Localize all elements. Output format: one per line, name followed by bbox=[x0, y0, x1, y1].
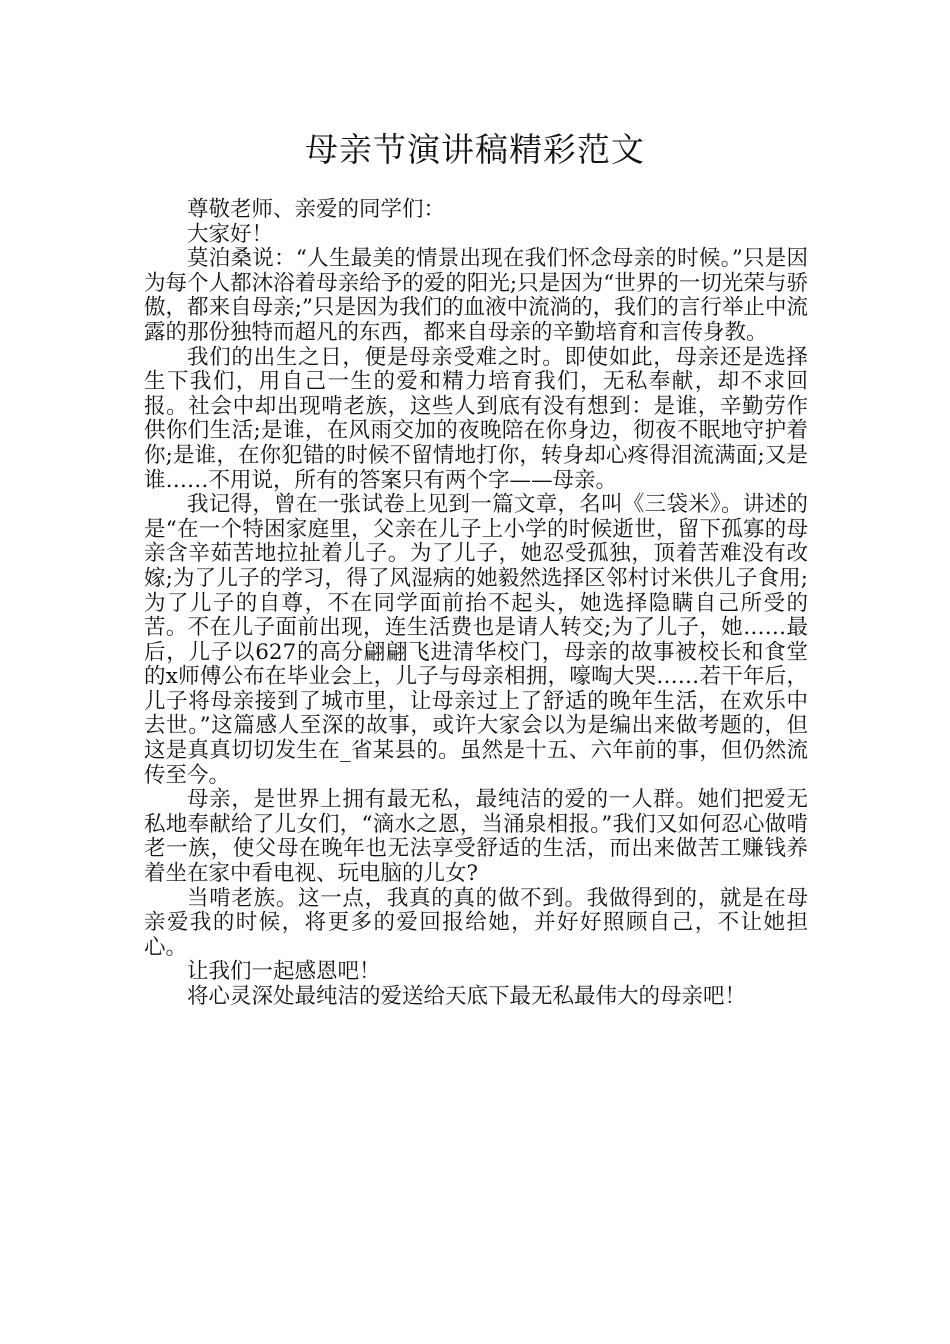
document-title: 母亲节演讲稿精彩范文 bbox=[305, 130, 645, 169]
paragraph: 我记得，曾在一张试卷上见到一篇文章，名叫《三袋米》。讲述的是“在一个特困家庭里，父亲在儿子上小学的时候逝世，留下孤寡的母亲含辛茹苦地拉扯着儿子。为了儿子，她忍受孤独，顶着苦难没有改嫁;为了儿子的学习，得了风湿病的她毅然选择区邻村讨米供儿子食用;为了儿子的自尊，不在同学面前抬不起头，她选择隐瞒自己所受的苦。不在儿子面前出现，连生活费也是请人转交;为了儿子，她……最后，儿子以627的高分翩翩飞进清华校门，母亲的故事被校长和食堂的x师傅公布在毕业会上，儿子与母亲相拥，嚎啕大哭……若干年后，儿子将母亲接到了城市里，让母亲过上了舒适的晚年生活，在欢乐中去世。”这篇感人至深的故事，或许大家会以为是编出来做考题的，但这是真真切切发生在_省某县的。虽然是十五、六年前的事，但仍然流传至今。 bbox=[144, 492, 808, 788]
paragraph-closing: 让我们一起感恩吧！ bbox=[187, 959, 381, 985]
paragraph-salutation: 尊敬老师、亲爱的同学们： bbox=[187, 197, 446, 222]
paragraph: 母亲，是世界上拥有最无私，最纯洁的爱的一人群。她们把爱无私地奉献给了儿女们，“滴水之恩，当涌泉相报。”我们又如何忍心做啃老一族，使父母在晚年也无法享受舒适的生活，而出来做苦工赚钱养着坐在家中看电视、玩电脑的儿女? bbox=[144, 787, 808, 887]
paragraph: 当啃老族。这一点，我真的真的做不到。我做得到的，就是在母亲爱我的时候，将更多的爱回报给她，并好好照顾自己，不让她担心。 bbox=[144, 885, 808, 960]
paragraph: 我们的出生之日，便是母亲受难之时。即使如此，母亲还是选择生下我们，用自己一生的爱和精力培育我们，无私奉献，却不求回报。社会中却出现啃老族，这些人到底有没有想到：是谁，辛勤劳作供你们生活;是谁，在风雨交加的夜晚陪在你身边，彻夜不眠地守护着你;是谁，在你犯错的时候不留情地打你，转身却心疼得泪流满面;又是谁……不用说，所有的答案只有两个字——母亲。 bbox=[144, 344, 808, 493]
paragraph-greeting: 大家好！ bbox=[187, 221, 274, 247]
document-body bbox=[144, 198, 808, 1010]
paragraph-closing: 将心灵深处最纯洁的爱送给天底下最无私最伟大的母亲吧！ bbox=[187, 984, 747, 1009]
paragraph: 莫泊桑说：“人生最美的情景出现在我们怀念母亲的时候。”只是因为每个人都沐浴着母亲给予的爱的阳光;只是因为“世界的一切光荣与骄傲，都来自母亲;”只是因为我们的血液中流淌的，我们的言行举止中流露的那份独特而超凡的东西，都来自母亲的辛勤培育和言传身教。 bbox=[144, 246, 808, 345]
